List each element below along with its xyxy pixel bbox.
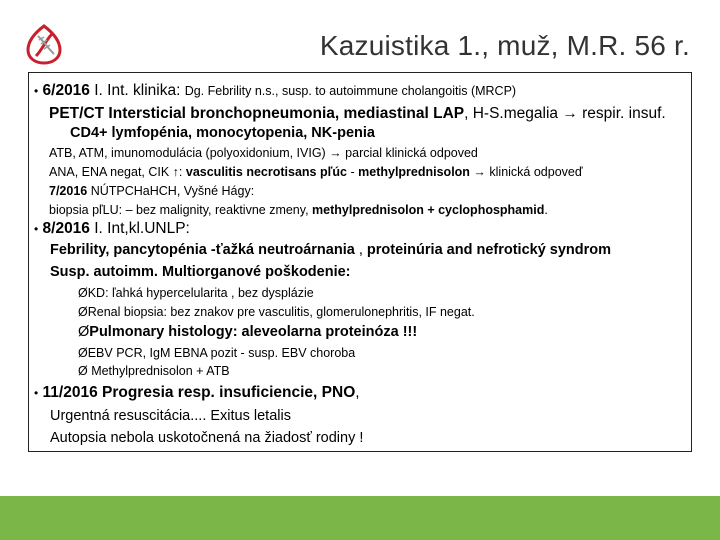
line-renal-biopsia: ØRenal biopsia: bez znakov pre vasculitis, glomerulonephritis, IF negat.: [78, 305, 475, 319]
line-2016-08: • 8/2016 I. Int,kl.UNLP:: [34, 220, 190, 237]
case-content-box: [28, 72, 692, 452]
dna-helix-logo-icon: [22, 22, 66, 66]
bottom-green-bar: [0, 496, 720, 540]
line-ebv: ØEBV PCR, IgM EBNA pozit - susp. EBV choroba: [78, 346, 356, 360]
slide-title: Kazuistika 1., muž, M.R. 56 r.: [319, 30, 690, 61]
line-kd: ØKD: ľahká hypercelularita , bez dysplázie: [78, 286, 314, 300]
bullet: •: [34, 84, 39, 98]
line-biopsia: biopsia pľLU: – bez malignity, reaktivne zmeny, methylprednisolon + cyclophosphamid.: [49, 203, 548, 217]
line-resuscitacia: Urgentná resuscitácia.... Exitus letalis: [50, 408, 291, 424]
line-ana: ANA, ENA negat, CIK ↑: vasculitis necrotisans pľúc - methylprednisolon → klinická odpoveď: [49, 165, 583, 179]
line-cd4: CD4+ lymfopénia, monocytopenia, NK-penia: [70, 125, 375, 141]
arrow-bullet: Ø: [78, 324, 90, 340]
line-2016-06: • 6/2016 I. Int. klinika: Dg. Febrility n.s., susp. to autoimmune cholangoitis (MRCP): [34, 82, 517, 99]
line-atb: ATB, ATM, imunomodulácia (polyoxidonium, IVIG) → parcial klinická odpoved: [49, 146, 478, 160]
line-autopsia: Autopsia nebola uskotočnená na žiadosť rodiny !: [50, 430, 364, 446]
line-susp-autoimm: Susp. autoimm. Multiorganové poškodenie:: [50, 264, 351, 280]
line-pulmonary-histology: ØPulmonary histology: aleveolarna proteinóza !!!: [78, 324, 418, 340]
line-2016-11: • 11/2016 Progresia resp. insuficiencie, PNO,: [34, 384, 360, 401]
bullet: •: [34, 386, 39, 400]
line-methylprednisolon: Ø Methylprednisolon + ATB: [78, 364, 230, 378]
bullet: •: [34, 222, 39, 236]
line-pet-ct: PET/CT Intersticial bronchopneumonia, mediastinal LAP, H-S.megalia → respir. insuf.: [49, 105, 666, 122]
line-febrility: Febrility, pancytopénia -ťažká neutroárnania , proteinúria and nefrotický syndrom: [50, 242, 612, 258]
line-2016-07: 7/2016 NÚTPCHaHCH, Vyšné Hágy:: [49, 184, 255, 198]
